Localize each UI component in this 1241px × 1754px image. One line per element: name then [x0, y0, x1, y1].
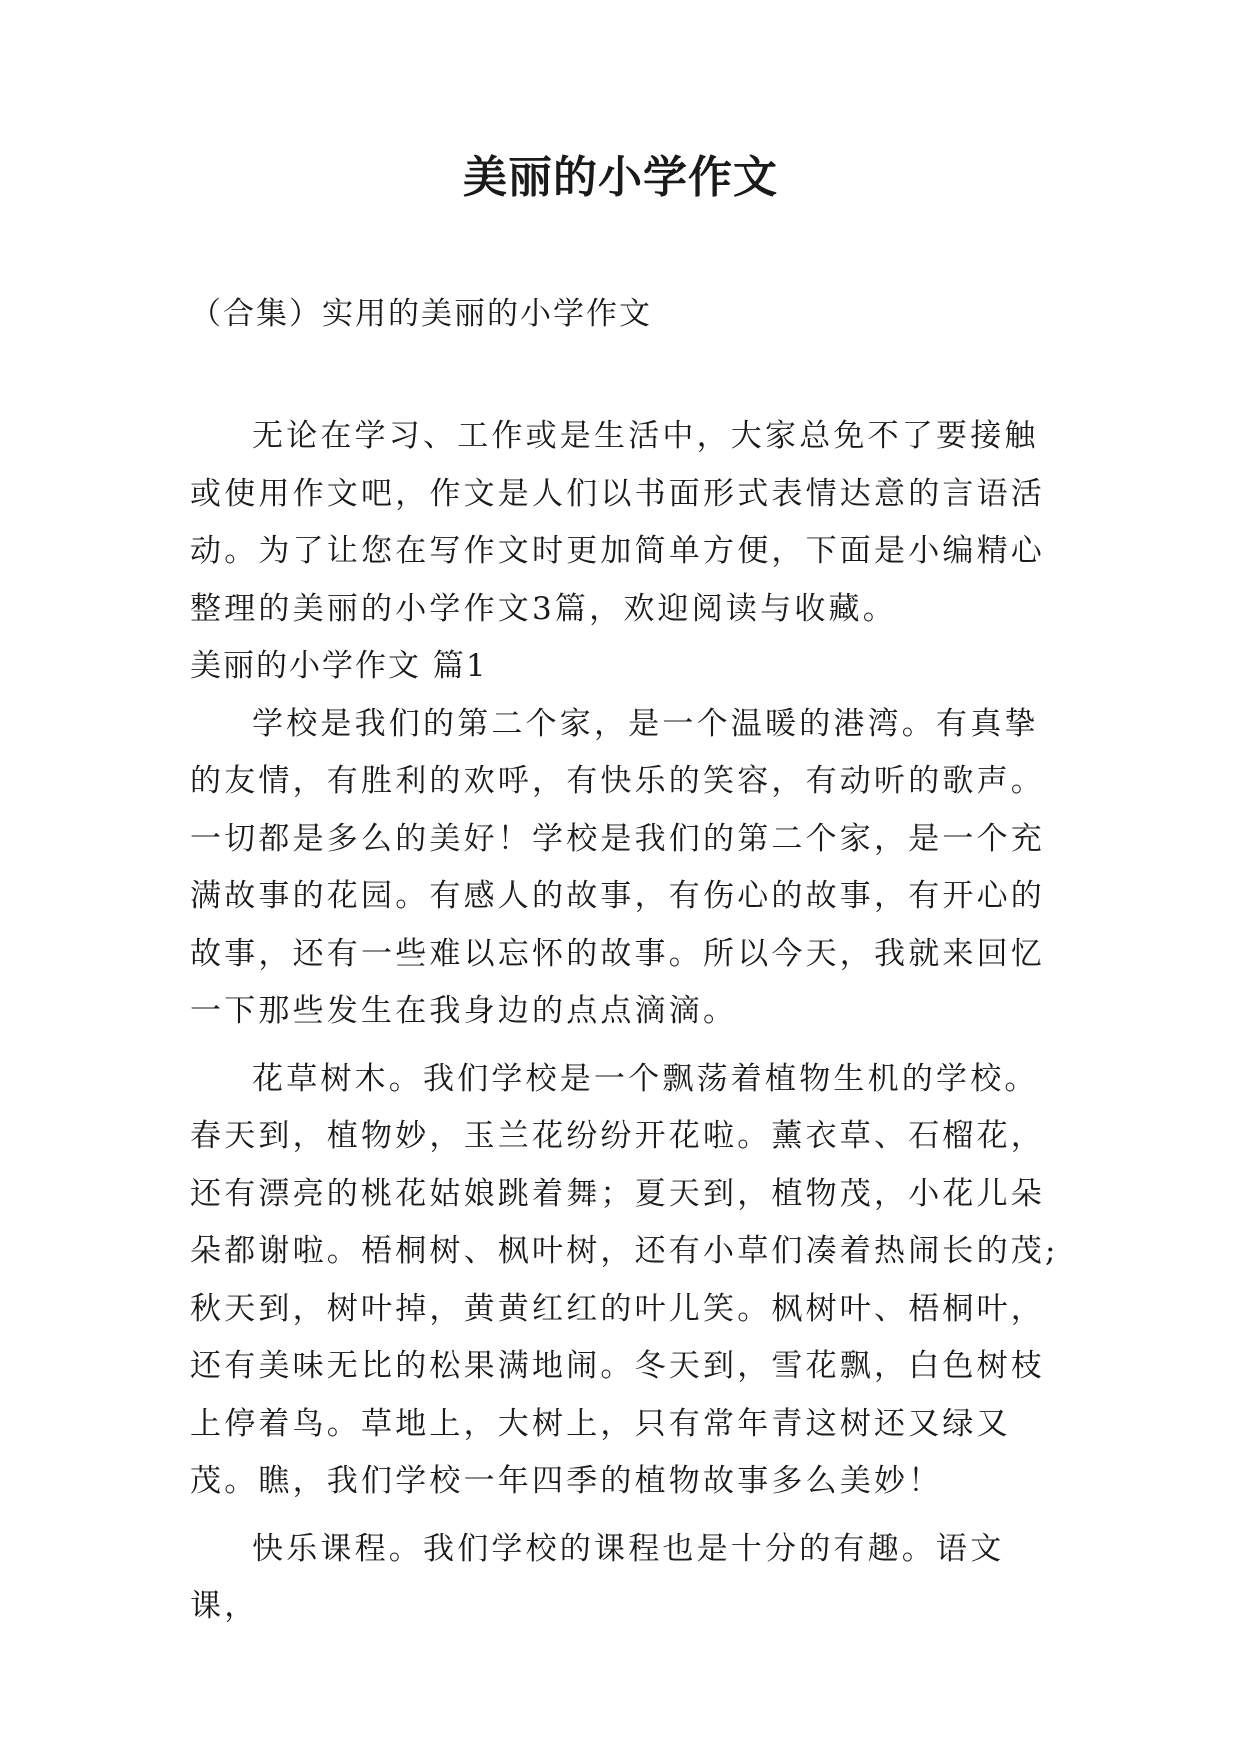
intro-paragraph: 无论在学习、工作或是生活中，大家总免不了要接触或使用作文吧，作文是人们以书面形式表情达意的言语活动。为了让您在写作文时更加简单方便，下面是小编精心整理的美丽的小学作文3篇，欢迎阅读与收藏。 — [190, 418, 1045, 627]
document-subtitle: （合集）实用的美丽的小学作文 — [190, 296, 652, 332]
body-paragraph-1: 学校是我们的第二个家，是一个温暖的港湾。有真挚的友情，有胜利的欢呼，有快乐的笑容，有动听的歌声。一切都是多么的美好！学校是我们的第二个家，是一个充满故事的花园。有感人的故事，有伤心的故事，有开心的故事，还有一些难以忘怀的故事。所以今天，我就来回忆一下那些发生在我身边的点点滴滴。 — [190, 705, 1045, 1029]
section-heading: 美丽的小学作文 篇1 — [190, 648, 488, 684]
body-paragraph-3: 快乐课程。我们学校的课程也是十分的有趣。语文课， — [190, 1530, 1005, 1624]
document-body — [190, 408, 1060, 1636]
body-paragraph-2: 花草树木。我们学校是一个飘荡着植物生机的学校。春天到，植物妙，玉兰花纷纷开花啦。薰衣草、石榴花，还有漂亮的桃花姑娘跳着舞；夏天到，植物茂，小花儿朵朵都谢啦。梧桐树、枫叶树，还有小草们凑着热闹长的茂;秋天到，树叶掉，黄黄红红的叶儿笑。枫树叶、梧桐叶，还有美味无比的松果满地闹。冬天到，雪花飘，白色树枝上停着鸟。草地上，大树上，只有常年青这树还又绿又茂。瞧，我们学校一年四季的植物故事多么美妙！ — [190, 1060, 1059, 1499]
document-title: 美丽的小学作文 — [463, 152, 778, 203]
